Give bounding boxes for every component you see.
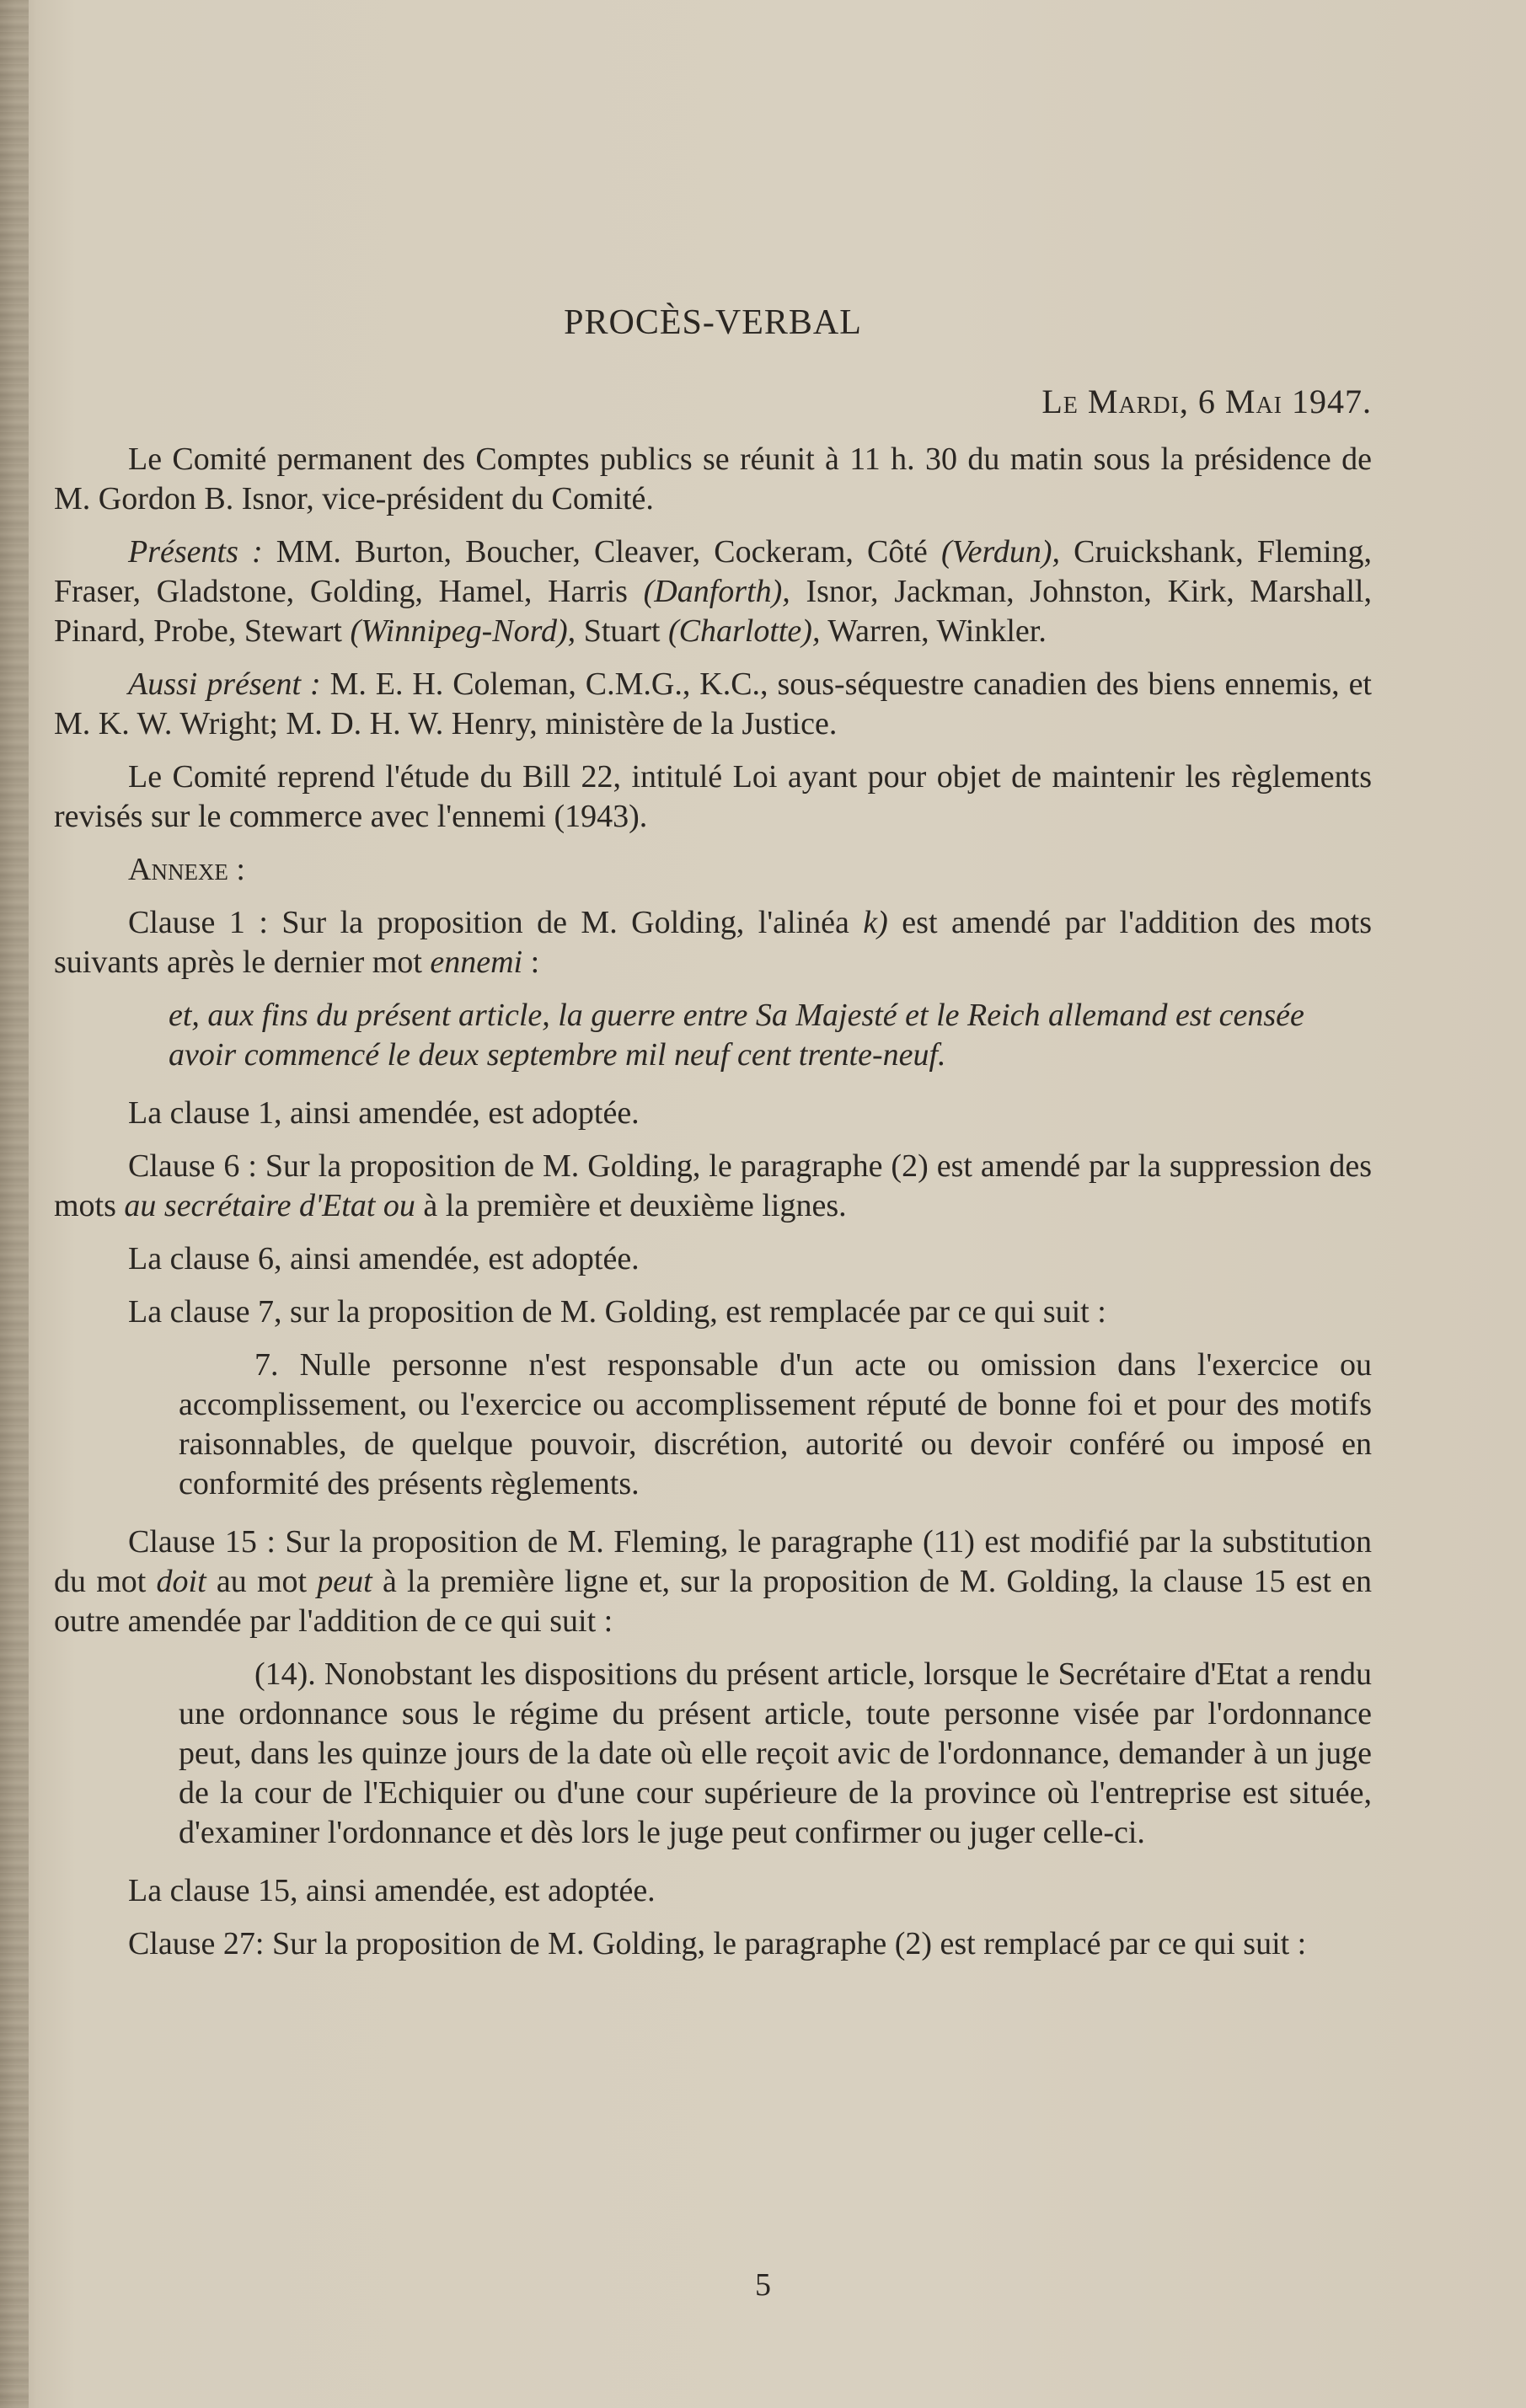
clause1-adopted: La clause 1, ainsi amendée, est adoptée.	[128, 1095, 640, 1131]
clause15-adopted: La clause 15, ainsi amendée, est adoptée.	[128, 1873, 656, 1908]
presents-text-3: Isnor, Jackman, Johnston, Kirk, Marshall, Pinard, Probe, Stewart	[54, 574, 1372, 649]
clause15-paragraph	[54, 1522, 1372, 1641]
presents-text-1: MM. Burton, Boucher, Cleaver, Cockeram, Côté	[262, 534, 941, 570]
presents-text-5: Warren, Winkler.	[820, 613, 1047, 649]
document-body	[54, 303, 1372, 1977]
clause15-text-a: Clause 15 : Sur la proposition de M. Fleming, le paragraphe (11) est modifié par la substitution du mot	[54, 1524, 1372, 1599]
aussi-label: Aussi présent :	[128, 666, 321, 702]
opening-paragraph: Le Comité permanent des Comptes publics se réunit à 11 h. 30 du matin sous la présidence de M. Gordon B. Isnor, vice-président du Comité.	[54, 441, 1372, 516]
meeting-date: Le Mardi, 6 Mai 1947.	[1041, 383, 1372, 420]
clause6-adopted: La clause 6, ainsi amendée, est adoptée.	[128, 1241, 640, 1276]
presents-label: Présents :	[128, 534, 263, 570]
clause6-text-a: Clause 6 : Sur la proposition de M. Golding, le paragraphe (2) est amendé par la suppression des mots	[54, 1148, 1372, 1223]
binding-edge	[0, 0, 29, 2408]
presents-riding-4: (Charlotte),	[667, 613, 821, 649]
presents-text-4: Stuart	[576, 613, 668, 649]
annexe-heading: Annexe :	[128, 852, 245, 887]
clause1-text-c: est amendé par l'addition des mots suivants après le dernier mot	[54, 905, 1373, 980]
presents-riding-3: (Winnipeg-Nord),	[350, 613, 576, 649]
presents-paragraph	[54, 532, 1372, 651]
clause1-paragraph	[54, 903, 1372, 982]
clause1-word: ennemi	[430, 944, 523, 980]
aussi-text: M. E. H. Coleman, C.M.G., K.C., sous-séquestre canadien des biens ennemis, et M. K. W. Wright; M. D. H. W. Henry, ministère de la Justice.	[54, 666, 1372, 741]
page-number: 5	[755, 2267, 771, 2303]
document-title: PROCÈS-VERBAL	[564, 303, 862, 342]
clause6-paragraph	[54, 1147, 1372, 1226]
aussi-paragraph	[54, 665, 1372, 744]
clause6-text-c: à la première et deuxième lignes.	[415, 1188, 847, 1223]
presents-text-2: Cruickshank, Fleming, Fraser, Gladstone, Golding, Hamel, Harris	[54, 534, 1372, 609]
clause15-text-e: à la première ligne et, sur la proposition de M. Golding, la clause 15 est en outre amendée par l'addition de ce qui suit :	[54, 1564, 1372, 1639]
presents-riding-2: (Danforth),	[643, 574, 790, 609]
clause15-word-doit: doit	[156, 1564, 206, 1599]
clause1-text-e: :	[522, 944, 540, 980]
clause7-paragraph: La clause 7, sur la proposition de M. Golding, est remplacée par ce qui suit :	[128, 1294, 1106, 1330]
presents-riding-1: (Verdun),	[940, 534, 1060, 570]
clause15-text-c: au mot	[206, 1564, 318, 1599]
clause15-text: (14). Nonobstant les dispositions du présent article, lorsque le Secrétaire d'Etat a rendu une ordonnance sous le régime du présent article, toute personne visée par l'ordonnance peut, dans les quinze jours de la date où elle reçoit avic de l'ordonnance, demander à un juge de la cour de l'Echiquier ou d'une cour supérieure de la province où l'entreprise est située, d'examiner l'ordonnance et dès lors le juge peut confirmer ou juger celle-ci.	[179, 1656, 1372, 1850]
clause1-alinea: k)	[863, 905, 888, 940]
clause1-quote: et, aux fins du présent article, la guerre entre Sa Majesté et le Reich allemand est censée avoir commencé le deux septembre mil neuf cent trente-neuf.	[169, 998, 1304, 1073]
clause15-word-peut: peut	[317, 1564, 372, 1599]
clause7-text: 7. Nulle personne n'est responsable d'un acte ou omission dans l'exercice ou accomplissement, ou l'exercice ou accomplissement réputé de bonne foi et pour des motifs raisonnables, de quelque pouvoir, discrétion, autorité ou devoir conféré ou imposé en conformité des présents règlements.	[179, 1347, 1372, 1501]
clause6-words: au secrétaire d'Etat ou	[124, 1188, 415, 1223]
clause1-text-a: Clause 1 : Sur la proposition de M. Golding, l'alinéa	[128, 905, 864, 940]
reprend-paragraph: Le Comité reprend l'étude du Bill 22, intitulé Loi ayant pour objet de maintenir les règlements revisés sur le commerce avec l'ennemi (1943).	[54, 759, 1372, 834]
clause27-paragraph: Clause 27: Sur la proposition de M. Golding, le paragraphe (2) est remplacé par ce qui suit :	[128, 1926, 1307, 1961]
